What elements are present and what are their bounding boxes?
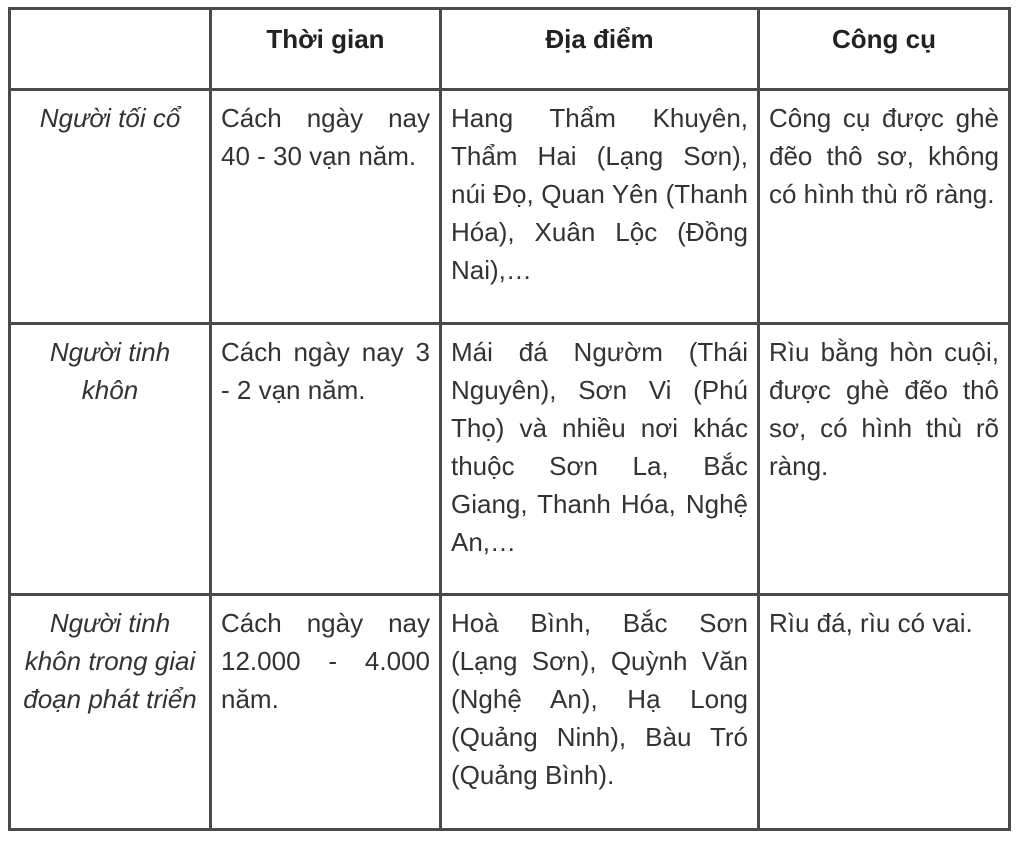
header-tools: Công cụ [759,9,1010,90]
header-empty-cell [10,9,211,90]
table-row [10,90,1010,324]
place-cell: Mái đá Ngườm (Thái Nguyên), Sơn Vi (Phú Thọ) và nhiều nơi khác thuộc Sơn La, Bắc Giang, Thanh Hóa, Nghệ An,… [441,324,759,595]
tools-cell: Rìu đá, rìu có vai. [759,595,1010,830]
time-cell: Cách ngày nay 40 - 30 vạn năm. [211,90,441,324]
table-header-row [10,9,1010,90]
time-cell: Cách ngày nay 3 - 2 vạn năm. [211,324,441,595]
period-cell: Người tinh khôn [10,324,211,595]
place-cell: Hang Thẩm Khuyên, Thẩm Hai (Lạng Sơn), núi Đọ, Quan Yên (Thanh Hóa), Xuân Lộc (Đồng Nai),… [441,90,759,324]
header-time: Thời gian [211,9,441,90]
tools-cell: Công cụ được ghè đẽo thô sơ, không có hình thù rõ ràng. [759,90,1010,324]
table-row [10,595,1010,830]
place-cell: Hoà Bình, Bắc Sơn (Lạng Sơn), Quỳnh Văn (Nghệ An), Hạ Long (Quảng Ninh), Bàu Tró (Quảng Bình). [441,595,759,830]
tools-cell: Rìu bằng hòn cuội, được ghè đẽo thô sơ, có hình thù rõ ràng. [759,324,1010,595]
time-cell: Cách ngày nay 12.000 - 4.000 năm. [211,595,441,830]
period-cell: Người tối cổ [10,90,211,324]
table-row [10,324,1010,595]
period-cell: Người tinh khôn trong giai đoạn phát triển [10,595,211,830]
header-place: Địa điểm [441,9,759,90]
history-table [8,7,1011,831]
history-table-container [8,7,1011,831]
